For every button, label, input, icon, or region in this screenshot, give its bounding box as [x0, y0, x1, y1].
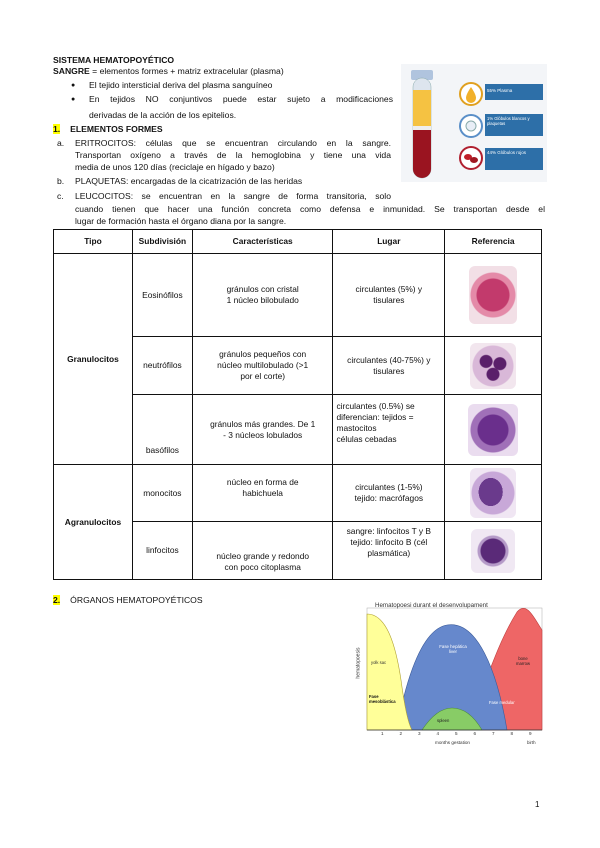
- sangre-label: SANGRE: [53, 66, 90, 76]
- leucocitos-line: lugar de formación hasta el órgano diana por la sangre.: [75, 216, 287, 226]
- header-referencia: Referencia: [445, 230, 542, 254]
- page-number: 1: [535, 800, 540, 809]
- subdivision-cell: monocitos: [132, 465, 192, 522]
- meso-label: Fase mesoblástica: [369, 694, 396, 704]
- leucocitos-line: cuando tienen que hacer una función concreta como defensa e inmunidad. Se transportan desde el: [75, 204, 545, 214]
- monocyte-image: [470, 468, 516, 518]
- hematopoiesis-figure: [357, 600, 545, 750]
- caracteristicas-cell: gránulos más grandes. De 1 - 3 núcleos lobulados: [192, 395, 333, 465]
- section-1-title: ELEMENTOS FORMES: [70, 124, 163, 134]
- tipo-agranulocitos: Agranulocitos: [54, 465, 133, 580]
- lugar-cell: circulantes (1-5%) tejido: macrófagos: [333, 465, 445, 522]
- x-tick-label: 1: [381, 731, 384, 736]
- table-header-row: [54, 230, 542, 254]
- x-tick-label: 8: [510, 731, 514, 736]
- header-subdivision: Subdivisión: [132, 230, 192, 254]
- referencia-cell: [445, 465, 542, 522]
- tube-label-wbc: 1% Glóbulos blancos y plaquetas: [487, 116, 530, 126]
- section-2-title: ÓRGANOS HEMATOPOYÉTICOS: [70, 595, 203, 605]
- eritrocitos-line: Transportan oxígeno a través de la hemoglobina y tiene una vida: [75, 150, 391, 160]
- header-tipo: Tipo: [54, 230, 133, 254]
- subdivision-cell: Eosinófilos: [132, 254, 192, 337]
- item-marker-a: a.: [57, 138, 65, 148]
- section-1-number: 1.: [53, 124, 61, 134]
- bullet-item: ● En tejidos NO conjuntivos puede estar sujeto a modificaciones: [53, 94, 393, 105]
- bone-marrow-label: bone marrow: [516, 656, 530, 666]
- lugar-cell: circulantes (40-75%) y tisulares: [333, 337, 445, 395]
- eosinophil-image: [469, 266, 517, 324]
- neutrophil-image: [470, 343, 516, 389]
- section-2-heading: [53, 595, 203, 606]
- basophil-image: [468, 404, 518, 456]
- eritrocitos-line: ERITROCITOS: células que se encuentran circulando en la sangre.: [75, 138, 391, 148]
- page-title: SISTEMA HEMATOPOYÉTICO: [53, 55, 175, 65]
- table-row: [54, 254, 542, 337]
- x-tick-label: 6: [473, 731, 477, 736]
- leucocitos-line: LEUCOCITOS: se encuentran en la sangre de forma transitoria, solo: [75, 191, 391, 201]
- blood-tube-figure: [401, 64, 547, 182]
- buffy-layer: [413, 126, 431, 130]
- hematopoiesis-svg: [357, 600, 545, 750]
- section-1-heading: [53, 124, 163, 135]
- hepatic-label: Fase hepática liver: [439, 644, 467, 654]
- leucocitos-table: [53, 229, 542, 580]
- x-tick-label: 4: [436, 731, 440, 736]
- subdivision-cell: neutrófilos: [132, 337, 192, 395]
- referencia-cell: [445, 254, 542, 337]
- rbc-layer: [413, 130, 431, 178]
- x-tick-label: 7: [492, 731, 495, 736]
- lugar-cell: circulantes (0.5%) se diferencian: tejidos = mastocitos células cebadas: [333, 395, 445, 465]
- x-tick-label: 5: [455, 731, 458, 736]
- lugar-cell: circulantes (5%) y tisulares: [333, 254, 445, 337]
- x-tick-label: 9: [529, 731, 532, 736]
- sangre-definition: [53, 66, 284, 77]
- lugar-cell: sangre: linfocitos T y B tejido: linfocito B (cél plasmática): [333, 522, 445, 580]
- chart-title: Hematopoesi durant el desenvolupament: [375, 602, 488, 609]
- bullet-item-continued: derivadas de la acción de los epitelios.: [89, 110, 237, 120]
- item-marker-c: c.: [57, 191, 64, 201]
- yolk-sac-label: yolk sac: [371, 660, 387, 665]
- subdivision-cell: basófilos: [132, 395, 192, 465]
- caracteristicas-cell: gránulos con cristal 1 núcleo bilobulado: [192, 254, 333, 337]
- eritrocitos-line: media de unos 120 días (reciclaje en hígado y bazo): [75, 162, 275, 172]
- chart-ylabel: hematopoesis: [355, 647, 362, 679]
- header-caracteristicas: Características: [192, 230, 333, 254]
- referencia-cell: [445, 337, 542, 395]
- x-tick-label: 2: [399, 731, 403, 736]
- referencia-cell: [445, 522, 542, 580]
- x-ticks: [357, 731, 545, 739]
- sangre-def: = elementos formes + matriz extracelular (plasma): [89, 66, 284, 76]
- section-2-number: 2.: [53, 595, 61, 605]
- caracteristicas-cell: núcleo en forma de habichuela: [192, 465, 333, 522]
- plasma-layer: [413, 90, 431, 126]
- bullet-item: ● El tejido intersticial deriva del plasma sanguíneo: [53, 80, 393, 91]
- caracteristicas-cell: gránulos pequeños con núcleo multilobulado (>1 por el corte): [192, 337, 333, 395]
- spleen-label: spleen: [437, 718, 450, 723]
- medular-label: Fase medular: [489, 700, 515, 705]
- referencia-cell: [445, 395, 542, 465]
- header-lugar: Lugar: [333, 230, 445, 254]
- caracteristicas-cell: núcleo grande y redondo con poco citoplasma: [192, 522, 333, 580]
- plaquetas-line: PLAQUETAS: encargadas de la cicatrización de las heridas: [75, 176, 303, 186]
- tube-label-plasma: 55% Plasma: [487, 88, 513, 93]
- lymphocyte-image: [471, 529, 515, 573]
- tube-label-rbc: 44% Glóbulos rojos: [487, 150, 527, 155]
- tipo-granulocitos: Granulocitos: [54, 254, 133, 465]
- subdivision-cell: linfocitos: [132, 522, 192, 580]
- chart-xlabel: months gestation: [435, 740, 470, 745]
- intro-bullets: [53, 80, 393, 105]
- chart-xunit: birth: [527, 740, 536, 745]
- item-marker-b: b.: [57, 176, 65, 186]
- x-tick-label: 3: [418, 731, 421, 736]
- table-row: [54, 465, 542, 522]
